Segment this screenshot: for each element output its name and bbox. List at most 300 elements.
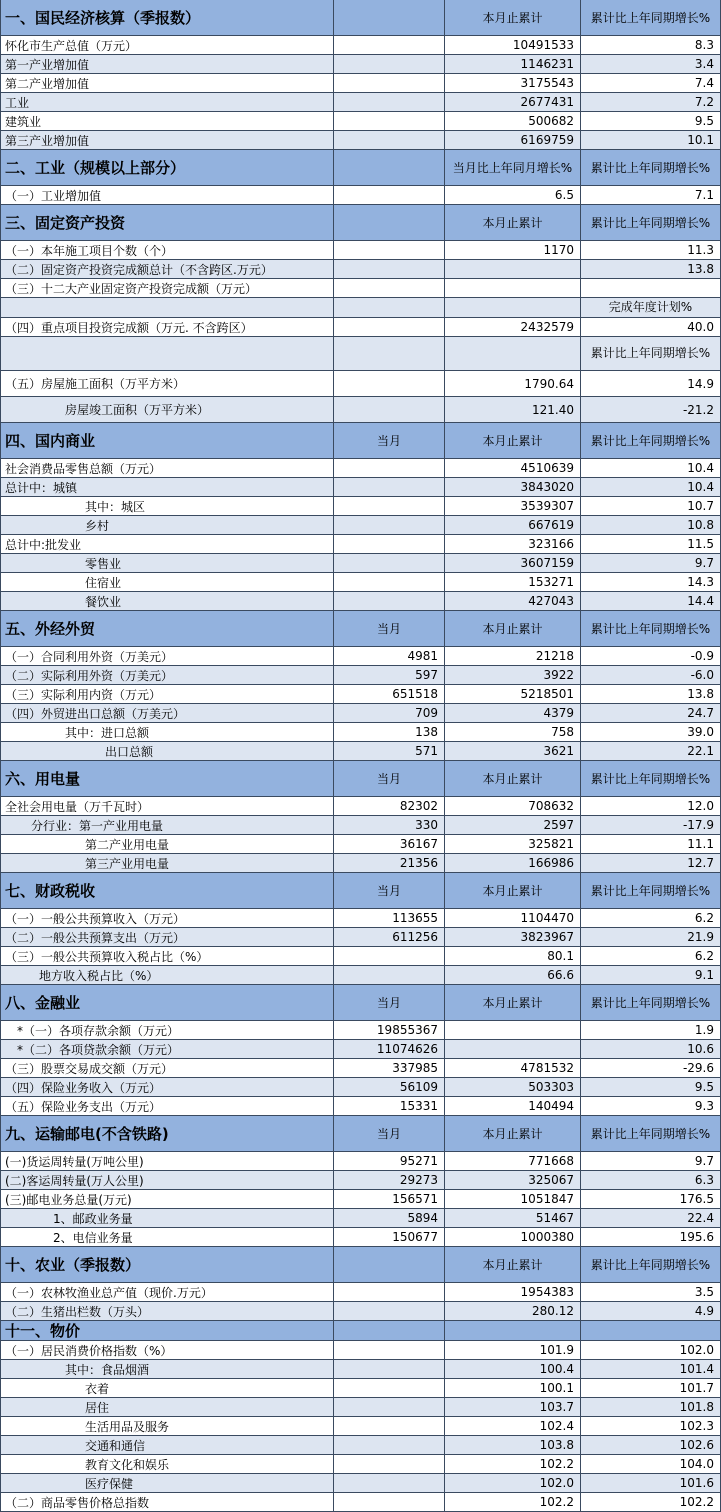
cumulative-value: 21218 <box>445 647 581 666</box>
row-label: （四）保险业务收入（万元） <box>0 1078 334 1097</box>
cumulative-value: 2432579 <box>445 318 581 337</box>
row-label: 第三产业用电量 <box>0 854 334 873</box>
row-label: 2、电信业务量 <box>0 1228 334 1247</box>
growth-value: 21.9 <box>581 928 721 947</box>
cumulative-value: 6.5 <box>445 186 581 205</box>
monthly-value: 571 <box>334 742 445 761</box>
cumulative-value: 325067 <box>445 1171 581 1190</box>
cumulative-value: 2597 <box>445 816 581 835</box>
growth-value: 6.3 <box>581 1171 721 1190</box>
table-row <box>0 260 721 279</box>
empty-cell <box>445 337 581 371</box>
growth-value: 10.1 <box>581 131 721 150</box>
row-label: 建筑业 <box>0 112 334 131</box>
column-header: 当月 <box>334 611 445 647</box>
section-header <box>0 423 721 459</box>
row-label: 地方收入税占比（%） <box>0 966 334 985</box>
row-label: （二）商品零售价格总指数 <box>0 1493 334 1512</box>
empty-cell <box>334 337 445 371</box>
column-header: 累计比上年同期增长% <box>581 423 721 459</box>
cumulative-value: 153271 <box>445 573 581 592</box>
table-row <box>0 1398 721 1417</box>
column-header: 累计比上年同期增长% <box>581 611 721 647</box>
cumulative-value: 280.12 <box>445 1302 581 1321</box>
row-label: 第二产业用电量 <box>0 835 334 854</box>
monthly-value: 597 <box>334 666 445 685</box>
row-label: （二）生猪出栏数（万头） <box>0 1302 334 1321</box>
table-row <box>0 1436 721 1455</box>
table-row <box>0 112 721 131</box>
growth-value: 12.7 <box>581 854 721 873</box>
cumulative-value: 10491533 <box>445 36 581 55</box>
cumulative-value: 427043 <box>445 592 581 611</box>
growth-value: 101.6 <box>581 1474 721 1493</box>
sub-header-row <box>0 337 721 371</box>
column-header: 本月止累计 <box>445 873 581 909</box>
table-row <box>0 928 721 947</box>
growth-value: 12.0 <box>581 797 721 816</box>
cumulative-value: 3922 <box>445 666 581 685</box>
monthly-value <box>334 1360 445 1379</box>
growth-value: 102.0 <box>581 1341 721 1360</box>
growth-value: 40.0 <box>581 318 721 337</box>
section-header <box>0 1116 721 1152</box>
monthly-value: 15331 <box>334 1097 445 1116</box>
section-title: 一、国民经济核算（季报数） <box>0 0 334 36</box>
table-row <box>0 1493 721 1512</box>
row-label: 1、邮政业务量 <box>0 1209 334 1228</box>
growth-value: 7.4 <box>581 74 721 93</box>
section-title: 七、财政税收 <box>0 873 334 909</box>
row-label: （三）实际利用内资（万元） <box>0 685 334 704</box>
table-row <box>0 131 721 150</box>
row-label: 房屋竣工面积（万平方米） <box>0 397 334 423</box>
column-header <box>334 1247 445 1283</box>
cumulative-value: 3823967 <box>445 928 581 947</box>
cumulative-value <box>445 279 581 298</box>
empty-cell <box>445 298 581 318</box>
sub-column-header: 累计比上年同期增长% <box>581 337 721 371</box>
table-row <box>0 93 721 112</box>
monthly-value: 21356 <box>334 854 445 873</box>
table-row <box>0 1474 721 1493</box>
row-label: 衣着 <box>0 1379 334 1398</box>
cumulative-value: 4510639 <box>445 459 581 478</box>
row-label: *（二）各项贷款余额（万元） <box>0 1040 334 1059</box>
cumulative-value: 771668 <box>445 1152 581 1171</box>
section-title: 十一、物价 <box>0 1321 334 1341</box>
growth-value: 9.5 <box>581 1078 721 1097</box>
sub-header-row <box>0 298 721 318</box>
row-label: 第一产业增加值 <box>0 55 334 74</box>
table-row <box>0 685 721 704</box>
section-header <box>0 985 721 1021</box>
growth-value: 14.4 <box>581 592 721 611</box>
monthly-value: 330 <box>334 816 445 835</box>
cumulative-value <box>445 1040 581 1059</box>
table-row <box>0 592 721 611</box>
table-row <box>0 371 721 397</box>
table-row <box>0 704 721 723</box>
empty-cell <box>334 298 445 318</box>
table-row <box>0 535 721 554</box>
column-header: 累计比上年同期增长% <box>581 761 721 797</box>
column-header: 累计比上年同期增长% <box>581 1247 721 1283</box>
cumulative-value: 1170 <box>445 241 581 260</box>
cumulative-value: 1051847 <box>445 1190 581 1209</box>
monthly-value: 29273 <box>334 1171 445 1190</box>
section-header <box>0 873 721 909</box>
cumulative-value: 166986 <box>445 854 581 873</box>
cumulative-value: 102.0 <box>445 1474 581 1493</box>
monthly-value <box>334 478 445 497</box>
table-row <box>0 742 721 761</box>
table-row <box>0 554 721 573</box>
monthly-value <box>334 55 445 74</box>
row-label: *（一）各项存款余额（万元） <box>0 1021 334 1040</box>
monthly-value <box>334 1398 445 1417</box>
cumulative-value: 102.4 <box>445 1417 581 1436</box>
monthly-value <box>334 1493 445 1512</box>
column-header <box>334 150 445 186</box>
growth-value: 9.7 <box>581 1152 721 1171</box>
cumulative-value: 103.7 <box>445 1398 581 1417</box>
table-row <box>0 1360 721 1379</box>
growth-value: 22.1 <box>581 742 721 761</box>
table-row <box>0 397 721 423</box>
table-row <box>0 1228 721 1247</box>
row-label: （一）本年施工项目个数（个） <box>0 241 334 260</box>
table-row <box>0 1455 721 1474</box>
growth-value: 11.1 <box>581 835 721 854</box>
growth-value: -29.6 <box>581 1059 721 1078</box>
row-label: 居住 <box>0 1398 334 1417</box>
row-label: （二）实际利用外资（万美元） <box>0 666 334 685</box>
cumulative-value: 325821 <box>445 835 581 854</box>
growth-value: 39.0 <box>581 723 721 742</box>
monthly-value: 95271 <box>334 1152 445 1171</box>
growth-value: 9.5 <box>581 112 721 131</box>
monthly-value <box>334 966 445 985</box>
row-label: 第三产业增加值 <box>0 131 334 150</box>
cumulative-value: 102.2 <box>445 1455 581 1474</box>
monthly-value: 82302 <box>334 797 445 816</box>
table-row <box>0 1302 721 1321</box>
column-header: 本月止累计 <box>445 761 581 797</box>
monthly-value: 4981 <box>334 647 445 666</box>
monthly-value <box>334 318 445 337</box>
row-label: 总计中：城镇 <box>0 478 334 497</box>
monthly-value: 709 <box>334 704 445 723</box>
monthly-value <box>334 112 445 131</box>
cumulative-value: 500682 <box>445 112 581 131</box>
table-row <box>0 1209 721 1228</box>
cumulative-value: 100.1 <box>445 1379 581 1398</box>
growth-value: -17.9 <box>581 816 721 835</box>
monthly-value: 113655 <box>334 909 445 928</box>
monthly-value <box>334 535 445 554</box>
growth-value: 7.1 <box>581 186 721 205</box>
empty-cell <box>0 337 334 371</box>
monthly-value <box>334 1302 445 1321</box>
table-row <box>0 947 721 966</box>
cumulative-value: 103.8 <box>445 1436 581 1455</box>
cumulative-value: 51467 <box>445 1209 581 1228</box>
monthly-value: 651518 <box>334 685 445 704</box>
growth-value: 104.0 <box>581 1455 721 1474</box>
column-header: 累计比上年同期增长% <box>581 1116 721 1152</box>
cumulative-value: 80.1 <box>445 947 581 966</box>
growth-value: 24.7 <box>581 704 721 723</box>
table-row <box>0 1341 721 1360</box>
monthly-value <box>334 497 445 516</box>
growth-value: 9.7 <box>581 554 721 573</box>
table-row <box>0 647 721 666</box>
table-row <box>0 1097 721 1116</box>
row-label: 分行业：第一产业用电量 <box>0 816 334 835</box>
cumulative-value <box>445 260 581 279</box>
growth-value: 13.8 <box>581 260 721 279</box>
section-header <box>0 611 721 647</box>
monthly-value <box>334 131 445 150</box>
growth-value: 102.6 <box>581 1436 721 1455</box>
cumulative-value: 3539307 <box>445 497 581 516</box>
table-row <box>0 1190 721 1209</box>
monthly-value <box>334 260 445 279</box>
cumulative-value: 2677431 <box>445 93 581 112</box>
monthly-value <box>334 554 445 573</box>
table-row <box>0 666 721 685</box>
monthly-value: 337985 <box>334 1059 445 1078</box>
growth-value: -21.2 <box>581 397 721 423</box>
monthly-value <box>334 947 445 966</box>
growth-value: 4.9 <box>581 1302 721 1321</box>
row-label: 乡村 <box>0 516 334 535</box>
monthly-value <box>334 1283 445 1302</box>
row-label: （四）重点项目投资完成额（万元. 不含跨区） <box>0 318 334 337</box>
monthly-value <box>334 573 445 592</box>
cumulative-value: 102.2 <box>445 1493 581 1512</box>
row-label: （二）一般公共预算支出（万元） <box>0 928 334 947</box>
cumulative-value: 1954383 <box>445 1283 581 1302</box>
table-row <box>0 459 721 478</box>
growth-value: 176.5 <box>581 1190 721 1209</box>
monthly-value: 611256 <box>334 928 445 947</box>
table-row <box>0 478 721 497</box>
table-row <box>0 835 721 854</box>
growth-value: 101.4 <box>581 1360 721 1379</box>
row-label: （二）固定资产投资完成额总计（不含跨区.万元） <box>0 260 334 279</box>
growth-value: 13.8 <box>581 685 721 704</box>
table-row <box>0 816 721 835</box>
growth-value: -0.9 <box>581 647 721 666</box>
table-row <box>0 966 721 985</box>
growth-value: 3.4 <box>581 55 721 74</box>
monthly-value <box>334 516 445 535</box>
cumulative-value: 66.6 <box>445 966 581 985</box>
growth-value: 101.8 <box>581 1398 721 1417</box>
row-label: 教育文化和娱乐 <box>0 1455 334 1474</box>
column-header: 本月止累计 <box>445 423 581 459</box>
table-row <box>0 1379 721 1398</box>
cumulative-value: 3607159 <box>445 554 581 573</box>
row-label: （一）居民消费价格指数（%） <box>0 1341 334 1360</box>
monthly-value: 56109 <box>334 1078 445 1097</box>
monthly-value <box>334 279 445 298</box>
row-label: （一）工业增加值 <box>0 186 334 205</box>
section-header <box>0 0 721 36</box>
table-row <box>0 1417 721 1436</box>
row-label: 出口总额 <box>0 742 334 761</box>
column-header: 本月止累计 <box>445 205 581 241</box>
row-label: (三)邮电业务总量(万元) <box>0 1190 334 1209</box>
monthly-value <box>334 36 445 55</box>
row-label: （一）农林牧渔业总产值（现价.万元） <box>0 1283 334 1302</box>
column-header: 本月止累计 <box>445 1247 581 1283</box>
cumulative-value <box>445 1021 581 1040</box>
monthly-value <box>334 1436 445 1455</box>
monthly-value: 138 <box>334 723 445 742</box>
column-header: 累计比上年同期增长% <box>581 150 721 186</box>
growth-value: 14.3 <box>581 573 721 592</box>
row-label: (二)客运周转量(万人公里) <box>0 1171 334 1190</box>
cumulative-value: 3175543 <box>445 74 581 93</box>
monthly-value <box>334 592 445 611</box>
monthly-value <box>334 1417 445 1436</box>
table-row <box>0 1078 721 1097</box>
monthly-value <box>334 1379 445 1398</box>
growth-value: 195.6 <box>581 1228 721 1247</box>
growth-value: 7.2 <box>581 93 721 112</box>
monthly-value <box>334 93 445 112</box>
section-header <box>0 1247 721 1283</box>
monthly-value <box>334 371 445 397</box>
row-label: 社会消费品零售总额（万元） <box>0 459 334 478</box>
cumulative-value: 4781532 <box>445 1059 581 1078</box>
table-row <box>0 241 721 260</box>
section-header <box>0 1321 721 1341</box>
growth-value: 10.6 <box>581 1040 721 1059</box>
table-row <box>0 573 721 592</box>
table-row <box>0 1059 721 1078</box>
growth-value: 11.5 <box>581 535 721 554</box>
column-header: 当月 <box>334 985 445 1021</box>
column-header: 累计比上年同期增长% <box>581 0 721 36</box>
row-label: 工业 <box>0 93 334 112</box>
table-row <box>0 186 721 205</box>
empty-cell <box>0 298 334 318</box>
column-header: 累计比上年同期增长% <box>581 205 721 241</box>
row-label: （三）十二大产业固定资产投资完成额（万元） <box>0 279 334 298</box>
column-header: 当月比上年同月增长% <box>445 150 581 186</box>
row-label: 医疗保健 <box>0 1474 334 1493</box>
growth-value: 9.3 <box>581 1097 721 1116</box>
table-row <box>0 723 721 742</box>
growth-value: 101.7 <box>581 1379 721 1398</box>
column-header: 本月止累计 <box>445 0 581 36</box>
monthly-value: 150677 <box>334 1228 445 1247</box>
column-header: 当月 <box>334 1116 445 1152</box>
section-title: 六、用电量 <box>0 761 334 797</box>
row-label: 全社会用电量（万千瓦时） <box>0 797 334 816</box>
monthly-value <box>334 459 445 478</box>
column-header: 当月 <box>334 873 445 909</box>
cumulative-value: 758 <box>445 723 581 742</box>
section-header <box>0 150 721 186</box>
growth-value: 1.9 <box>581 1021 721 1040</box>
row-label: 总计中:批发业 <box>0 535 334 554</box>
cumulative-value: 4379 <box>445 704 581 723</box>
monthly-value: 36167 <box>334 835 445 854</box>
monthly-value <box>334 1341 445 1360</box>
table-row <box>0 74 721 93</box>
growth-value: 10.4 <box>581 459 721 478</box>
row-label: 零售业 <box>0 554 334 573</box>
growth-value: 9.1 <box>581 966 721 985</box>
cumulative-value: 5218501 <box>445 685 581 704</box>
row-label: 生活用品及服务 <box>0 1417 334 1436</box>
growth-value: 10.8 <box>581 516 721 535</box>
growth-value: 6.2 <box>581 947 721 966</box>
table-row <box>0 1283 721 1302</box>
table-row <box>0 854 721 873</box>
row-label: （三）股票交易成交额（万元） <box>0 1059 334 1078</box>
row-label: （五）保险业务支出（万元） <box>0 1097 334 1116</box>
section-title: 九、运输邮电(不含铁路) <box>0 1116 334 1152</box>
row-label: 其中：进口总额 <box>0 723 334 742</box>
growth-value: 102.2 <box>581 1493 721 1512</box>
column-header: 本月止累计 <box>445 985 581 1021</box>
column-header <box>445 1321 581 1341</box>
row-label: （一）一般公共预算收入（万元） <box>0 909 334 928</box>
column-header: 当月 <box>334 423 445 459</box>
growth-value: 11.3 <box>581 241 721 260</box>
table-row <box>0 909 721 928</box>
cumulative-value: 101.9 <box>445 1341 581 1360</box>
monthly-value: 19855367 <box>334 1021 445 1040</box>
monthly-value <box>334 241 445 260</box>
row-label: 怀化市生产总值（万元） <box>0 36 334 55</box>
growth-value: 10.7 <box>581 497 721 516</box>
section-title: 四、国内商业 <box>0 423 334 459</box>
row-label: （一）合同利用外资（万美元） <box>0 647 334 666</box>
row-label: （五）房屋施工面积（万平方米） <box>0 371 334 397</box>
row-label: 其中：城区 <box>0 497 334 516</box>
growth-value: 8.3 <box>581 36 721 55</box>
table-row <box>0 36 721 55</box>
monthly-value <box>334 186 445 205</box>
monthly-value <box>334 1455 445 1474</box>
cumulative-value: 667619 <box>445 516 581 535</box>
cumulative-value: 3843020 <box>445 478 581 497</box>
monthly-value <box>334 397 445 423</box>
growth-value: 6.2 <box>581 909 721 928</box>
row-label: 其中：食品烟酒 <box>0 1360 334 1379</box>
column-header <box>334 0 445 36</box>
cumulative-value: 100.4 <box>445 1360 581 1379</box>
row-label: （四）外贸进出口总额（万美元） <box>0 704 334 723</box>
section-title: 三、固定资产投资 <box>0 205 334 241</box>
row-label: （三）一般公共预算收入税占比（%） <box>0 947 334 966</box>
column-header: 累计比上年同期增长% <box>581 873 721 909</box>
cumulative-value: 3621 <box>445 742 581 761</box>
monthly-value: 5894 <box>334 1209 445 1228</box>
row-label: 餐饮业 <box>0 592 334 611</box>
monthly-value: 156571 <box>334 1190 445 1209</box>
table-row <box>0 516 721 535</box>
section-header <box>0 205 721 241</box>
table-row <box>0 279 721 298</box>
